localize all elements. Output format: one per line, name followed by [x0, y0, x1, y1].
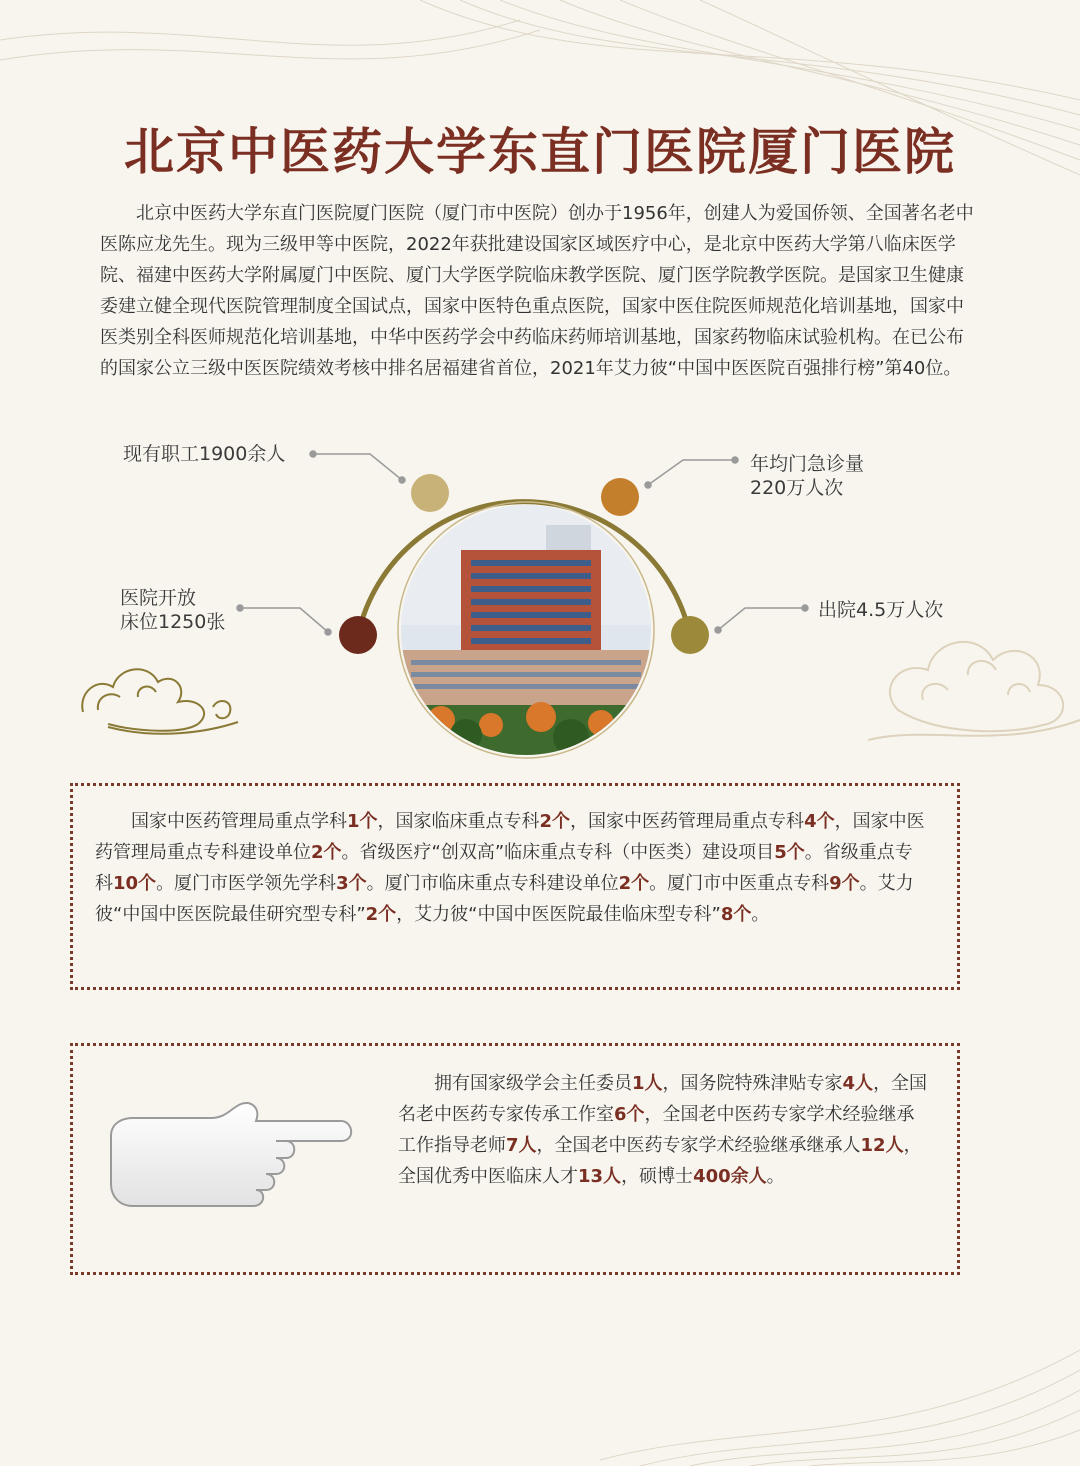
dot-beds — [339, 616, 377, 654]
highlight-count: 9个 — [829, 873, 860, 894]
text-segment: ，全国名老中医药专家传承工作室 — [398, 1073, 928, 1125]
text-segment: 拥有国家级学会主任委员 — [434, 1073, 632, 1094]
dot-visits — [601, 478, 639, 516]
stat-visits-line1: 年均门急诊量 — [750, 453, 865, 475]
text-segment: 。厦门市医学领先学科 — [156, 873, 337, 894]
highlight-count: 5个 — [774, 842, 805, 863]
highlight-count: 12人 — [860, 1135, 904, 1156]
text-segment: 国家中医药管理局重点学科 — [131, 811, 347, 832]
highlight-count: 7人 — [506, 1135, 537, 1156]
text-segment: ，国家中医药管理局重点专科 — [570, 811, 805, 832]
text-segment: ，国家中医药管理局重点专科建设单位 — [95, 811, 925, 863]
highlight-count: 400余人 — [693, 1166, 767, 1187]
text-segment: ，硕博士 — [621, 1166, 694, 1187]
text-segment: ，全国老中医药专家学术经验继承工作指导老师 — [398, 1104, 915, 1156]
highlight-count: 10个 — [113, 873, 157, 894]
highlight-count: 2个 — [539, 811, 571, 832]
highlight-count: 13人 — [578, 1166, 622, 1187]
highlight-count: 2个 — [365, 904, 397, 925]
highlight-count: 8个 — [720, 904, 752, 925]
highlight-count: 6个 — [614, 1104, 645, 1125]
text-segment: 。 — [766, 1166, 785, 1187]
auspicious-cloud-left-icon — [78, 652, 243, 742]
stat-beds-line1: 医院开放 — [120, 587, 197, 609]
stat-visits — [750, 452, 864, 500]
dot-staff — [411, 474, 449, 512]
text-segment: ，国家临床重点专科 — [377, 811, 540, 832]
text-segment: ，国务院特殊津贴专家 — [662, 1073, 843, 1094]
highlight-count: 2个 — [618, 873, 650, 894]
stat-visits-line2: 220万人次 — [750, 477, 844, 499]
highlight-count: 1人 — [632, 1073, 663, 1094]
stat-beds-line2: 床位1250张 — [120, 611, 226, 633]
highlight-count: 2个 — [311, 842, 342, 863]
wave-decoration-bottom — [600, 1310, 1080, 1466]
auspicious-cloud-right-icon — [868, 600, 1080, 750]
stat-beds — [120, 586, 225, 634]
talent-text — [398, 1068, 928, 1192]
text-segment: 。 — [751, 904, 770, 925]
highlight-count: 3个 — [336, 873, 367, 894]
text-segment: 。省级医疗“创双高”临床重点专科（中医类）建设项目 — [341, 842, 775, 863]
text-segment: ，艾力彼“中国中医医院最佳临床型专科” — [396, 904, 721, 925]
honors-text — [95, 806, 925, 930]
honors-box — [70, 783, 960, 990]
hospital-building-photo — [401, 505, 651, 755]
text-segment: 。省级重点专科 — [95, 842, 913, 894]
highlight-count: 1个 — [347, 811, 378, 832]
text-segment: 。厦门市临床重点专科建设单位 — [366, 873, 619, 894]
pointing-hand-icon — [101, 1096, 361, 1226]
text-segment: 。厦门市中医重点专科 — [649, 873, 830, 894]
stat-staff-text: 现有职工1900余人 — [123, 443, 286, 465]
talent-box — [70, 1043, 960, 1275]
stat-discharge-text: 出院4.5万人次 — [818, 599, 944, 621]
highlight-count: 4个 — [804, 811, 835, 832]
highlight-count: 4人 — [842, 1073, 874, 1094]
text-segment: ，全国优秀中医临床人才 — [398, 1135, 922, 1187]
dot-discharge — [671, 616, 709, 654]
text-segment: ，全国老中医药专家学术经验继承继承人 — [536, 1135, 861, 1156]
page-title: 北京中医药大学东直门医院厦门医院 — [124, 122, 956, 181]
stat-staff — [123, 442, 285, 466]
intro-paragraph: 北京中医药大学东直门医院厦门医院（厦门市中医院）创办于1956年，创建人为爱国侨领、全国著名老中医陈应龙先生。现为三级甲等中医院，2022年获批建设国家区域医疗中心，是北京中医药大学第八临床医学院、福建中医药大学附属厦门中医院、厦门大学医学院临床教学医院、厦门医学院教学医院。是国家卫生健康委建立健全现代医院管理制度全国试点，国家中医特色重点医院，国家中医住院医师规范化培训基地，国家中医类别全科医师规范化培训基地，中华中医药学会中药临床药师培训基地，国家药物临床试验机构。在已公布的国家公立三级中医医院绩效考核中排名居福建省首位，2021年艾力彼“中国中医医院百强排行榜”第40位。 — [100, 203, 974, 379]
text-segment: 。艾力彼“中国中医医院最佳研究型专科” — [95, 873, 914, 925]
